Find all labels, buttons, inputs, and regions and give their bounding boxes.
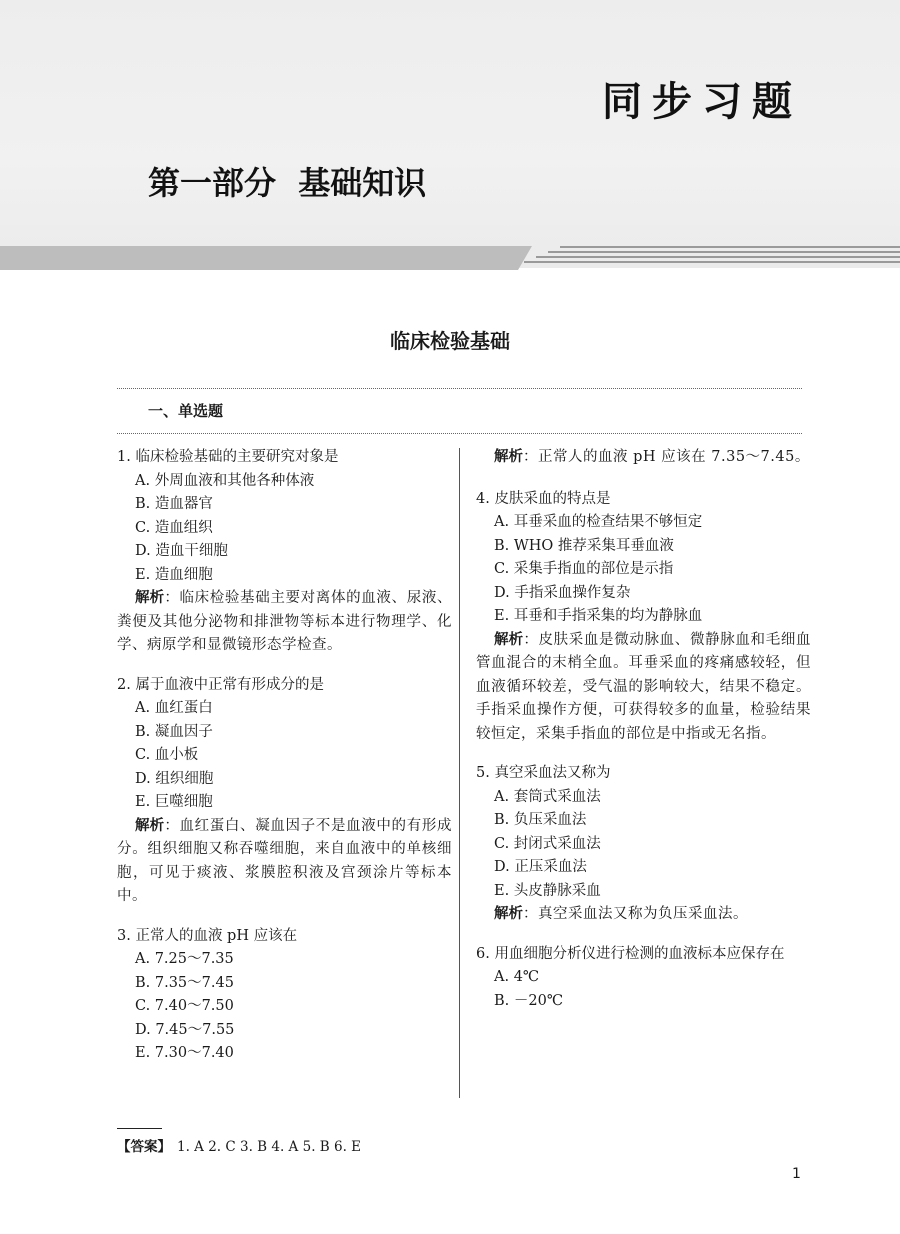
section-title: 临床检验基础 xyxy=(390,329,510,353)
explanation xyxy=(476,629,811,747)
option: C. 7.40～7.50 xyxy=(135,998,234,1014)
option: C. 采集手指血的部位是示指 xyxy=(494,561,674,577)
option: D. 手指采血操作复杂 xyxy=(494,584,631,601)
question-stem: 5. 真空采血法又称为 xyxy=(476,765,611,781)
right-column xyxy=(476,446,811,1013)
page-number: 1 xyxy=(792,1166,801,1182)
explanation-text: ：正常人的血液 pH 应该在 7.35～7.45。 xyxy=(523,449,810,465)
answer-key xyxy=(117,1135,361,1155)
question-stem: 2. 属于血液中正常有形成分的是 xyxy=(117,676,324,693)
question-2 xyxy=(117,674,452,909)
explanation-label: 解析 xyxy=(135,817,165,834)
answer-key-values: 1. A 2. C 3. B 4. A 5. B 6. E xyxy=(177,1139,362,1155)
explanation-text: ：血红蛋白、凝血因子不是血液中的有形成分。组织细胞又称吞噬细胞，来自血液中的单核细胞，可见于痰液、浆膜腔积液及宫颈涂片等标本中。 xyxy=(117,817,453,904)
banner-title: 同步习题 xyxy=(602,79,802,125)
explanation-text: ：临床检验基础主要对离体的血液、尿液、粪便及其他分泌物和排泄物等标本进行物理学、化学、病原学和显微镜形态学检查。 xyxy=(117,590,453,653)
question-stem: 1. 临床检验基础的主要研究对象是 xyxy=(117,449,339,465)
explanation xyxy=(117,815,452,909)
option: A. 7.25～7.35 xyxy=(135,951,234,967)
option: E. 7.30～7.40 xyxy=(135,1045,234,1061)
explanation-label: 解析 xyxy=(135,590,165,606)
option: E. 造血细胞 xyxy=(135,566,213,583)
answer-key-label: 【答案】 xyxy=(117,1139,171,1155)
option: B. 凝血因子 xyxy=(135,723,213,740)
column-divider xyxy=(459,448,460,1098)
question-stem: 6. 用血细胞分析仪进行检测的血液标本应保存在 xyxy=(476,945,785,962)
option: C. 血小板 xyxy=(135,747,199,763)
explanation xyxy=(476,446,811,470)
option: A. 外周血液和其他各种体液 xyxy=(135,472,315,489)
explanation xyxy=(476,903,811,927)
option: C. 封闭式采血法 xyxy=(494,835,601,852)
option: A. 套筒式采血法 xyxy=(494,788,601,805)
dotted-divider-bottom xyxy=(117,433,802,434)
option: B. 造血器官 xyxy=(135,496,213,512)
question-stem: 4. 皮肤采血的特点是 xyxy=(476,490,611,507)
option: B. 负压采血法 xyxy=(494,812,587,828)
explanation-label: 解析 xyxy=(494,449,523,465)
explanation xyxy=(117,587,452,658)
question-4 xyxy=(476,488,811,747)
option: E. 巨噬细胞 xyxy=(135,794,213,810)
option: B. 7.35～7.45 xyxy=(135,974,234,991)
question-stem: 3. 正常人的血液 pH 应该在 xyxy=(117,927,298,944)
option: D. 正压采血法 xyxy=(494,859,587,875)
question-3 xyxy=(117,925,452,1066)
question-1 xyxy=(117,446,452,658)
option: A. 4℃ xyxy=(494,969,540,985)
part-title: 第一部分 基础知识 xyxy=(148,164,427,202)
question-3-explanation xyxy=(476,446,811,470)
option: A. 血红蛋白 xyxy=(135,700,213,716)
explanation-text: ：真空采血法又称为负压采血法。 xyxy=(523,906,748,922)
chapter-banner xyxy=(0,0,900,268)
question-6 xyxy=(476,943,811,1014)
banner-stripe-decoration xyxy=(0,246,900,270)
question-type-heading: 一、单选题 xyxy=(148,402,224,420)
explanation-label: 解析 xyxy=(494,906,523,922)
option: E. 头皮静脉采血 xyxy=(494,882,601,899)
option: D. 造血干细胞 xyxy=(135,543,228,559)
question-5 xyxy=(476,762,811,927)
option: B. WHO 推荐采集耳垂血液 xyxy=(494,537,674,554)
dotted-divider-top xyxy=(117,388,802,389)
option: C. 造血组织 xyxy=(135,519,213,536)
option: E. 耳垂和手指采集的均为静脉血 xyxy=(494,608,703,624)
option: A. 耳垂采血的检查结果不够恒定 xyxy=(494,514,703,530)
explanation-text: ：皮肤采血是微动脉血、微静脉血和毛细血管血混合的末梢全血。耳垂采血的疼痛感较轻，但血液循环较差，受气温的影响较大，结果不稳定。手指采血操作方便，可获得较多的血量，检验结果较恒定，采集手指血的部位是中指或无名指。 xyxy=(476,631,812,742)
left-column xyxy=(117,446,452,1066)
explanation-label: 解析 xyxy=(494,631,524,648)
option: D. 组织细胞 xyxy=(135,770,214,787)
footnote-rule xyxy=(117,1128,162,1129)
option: B. －20℃ xyxy=(494,992,564,1009)
option: D. 7.45～7.55 xyxy=(135,1021,235,1038)
